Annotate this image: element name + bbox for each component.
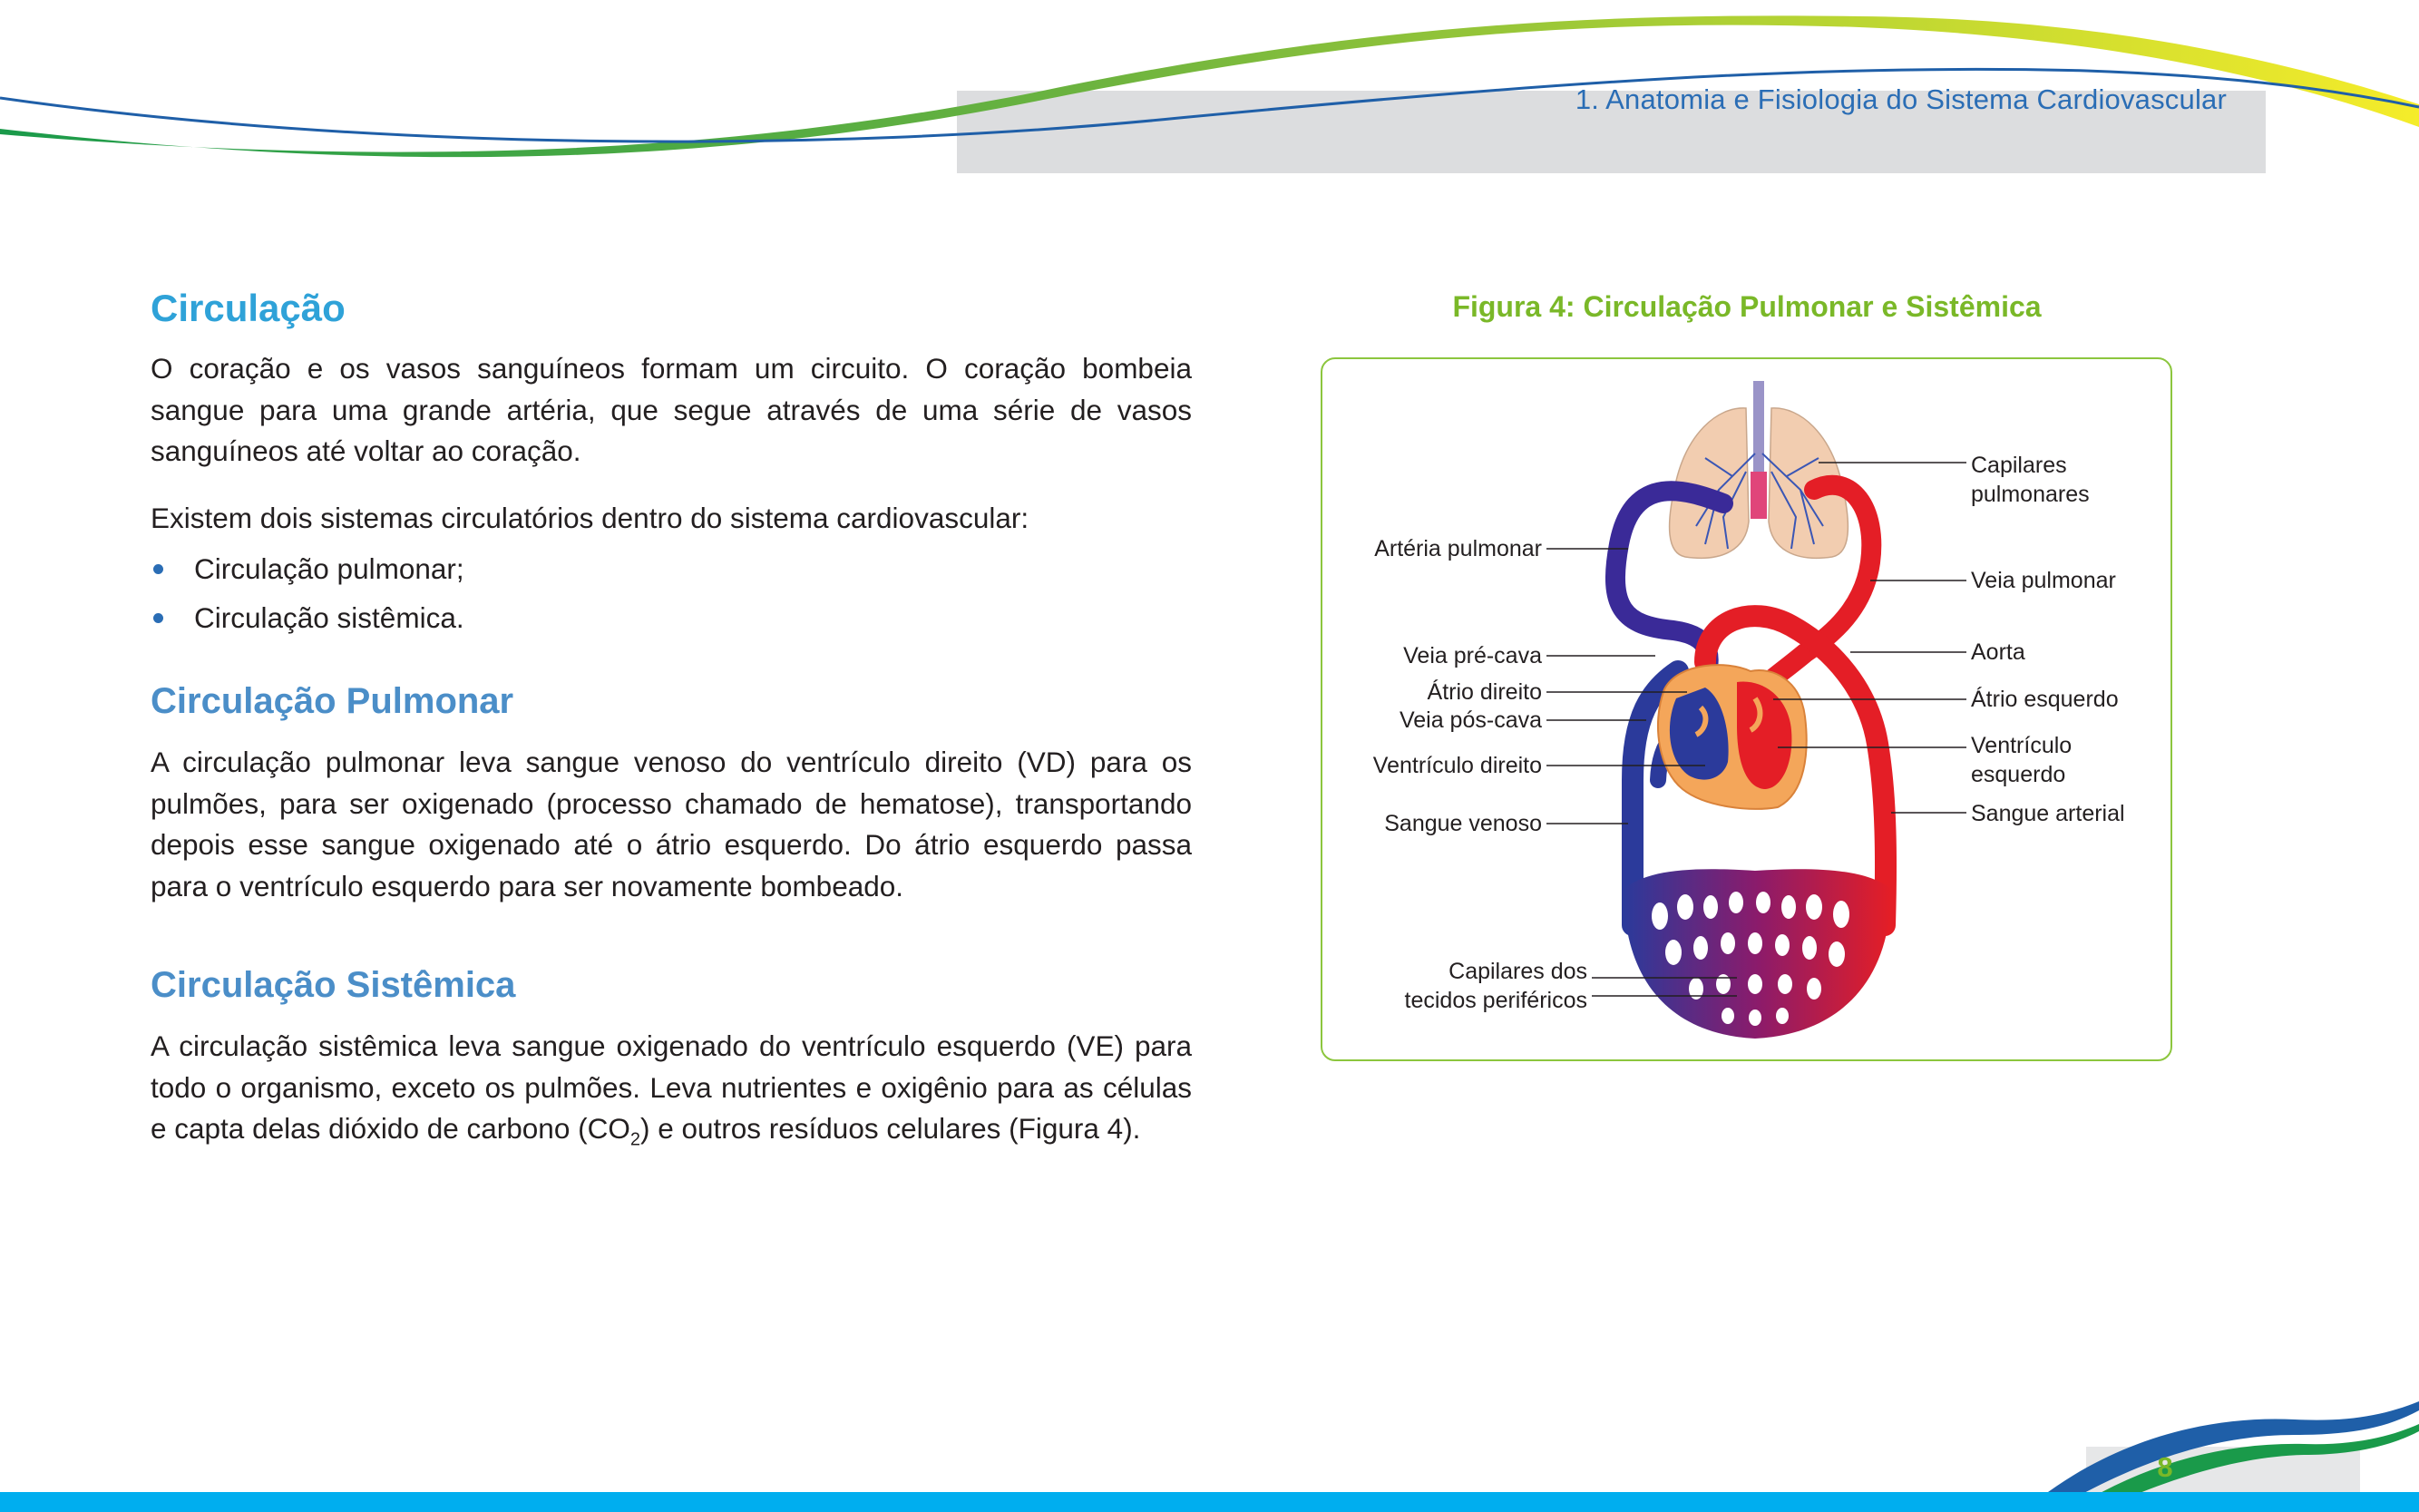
- chapter-title: 1. Anatomia e Fisiologia do Sistema Cardiovascular: [1575, 83, 2227, 115]
- lungs-illustration: [1670, 381, 1848, 558]
- label-veia-pos-cava: Veia pós-cava: [1399, 707, 1542, 733]
- heart-illustration: [1658, 665, 1807, 809]
- paragraph-sistemica-text-end: ) e outros resíduos celulares (Figura 4).: [639, 1112, 1141, 1145]
- label-capilares-tecidos: [1342, 957, 1587, 1015]
- label-capilares-pulmonares: [1971, 451, 2090, 509]
- label-veia-pulmonar: Veia pulmonar: [1971, 568, 2116, 593]
- paragraph-sistemica-text: A circulação sistêmica leva sangue oxigenado do ventrículo esquerdo (VE) para todo o organismo, exceto os pulmões. Leva nutrientes e oxigênio para as células e capta delas dióxido de carbono (CO: [151, 1029, 1192, 1145]
- label-capilares-tecidos-line1: Capilares dos: [1448, 959, 1587, 984]
- label-sangue-venoso: Sangue venoso: [1384, 811, 1542, 836]
- heading-circulacao: Circulação: [151, 287, 346, 329]
- label-sangue-arterial: Sangue arterial: [1971, 801, 2125, 826]
- heading-circulacao-sistemica: Circulação Sistêmica: [151, 965, 516, 1005]
- heading-circulacao-pulmonar: Circulação Pulmonar: [151, 681, 514, 721]
- paragraph-circulacao-1: O coração e os vasos sanguíneos formam um circuito. O coração bombeia sangue para uma grande artéria, que segue através de uma série de vasos sanguíneos até voltar ao coração.: [151, 352, 1192, 467]
- paragraph-circulacao-2: Existem dois sistemas circulatórios dentro do sistema cardiovascular:: [151, 501, 1029, 534]
- label-aorta: Aorta: [1971, 639, 2025, 665]
- page-number: 8: [2157, 1451, 2173, 1483]
- label-ventriculo-direito: Ventrículo direito: [1372, 753, 1542, 778]
- label-ventriculo-esquerdo-line1: Ventrículo: [1971, 733, 2073, 758]
- label-atrio-esquerdo: Átrio esquerdo: [1971, 687, 2119, 712]
- label-arteria-pulmonar: Artéria pulmonar: [1374, 536, 1542, 561]
- label-ventriculo-esquerdo-line2: esquerdo: [1971, 762, 2066, 787]
- peripheral-capillaries: [1624, 869, 1891, 1039]
- label-capilares-tecidos-line2: tecidos periféricos: [1404, 988, 1587, 1013]
- footer-bar: [0, 1492, 2419, 1512]
- paragraph-pulmonar: A circulação pulmonar leva sangue venoso do ventrículo direito (VD) para os pulmões, para ser oxigenado (processo chamado de hematose), transportando depois esse sangue oxigenado até o átrio esquerdo. Do átrio esquerdo passa para o ventrículo esquerdo para ser novamente bombeado.: [151, 746, 1192, 902]
- bullet-item: Circulação sistêmica.: [151, 593, 1192, 642]
- label-atrio-direito: Átrio direito: [1427, 679, 1542, 705]
- label-ventriculo-esquerdo: [1971, 731, 2072, 789]
- label-capilares-pulmonares-line1: Capilares: [1971, 453, 2067, 478]
- co2-subscript: 2: [629, 1129, 640, 1150]
- label-veia-pre-cava: Veia pré-cava: [1403, 643, 1542, 668]
- bullet-item: Circulação pulmonar;: [151, 544, 1192, 593]
- label-capilares-pulmonares-line2: pulmonares: [1971, 482, 2090, 507]
- figure-caption: Figura 4: Circulação Pulmonar e Sistêmica: [1452, 290, 2042, 323]
